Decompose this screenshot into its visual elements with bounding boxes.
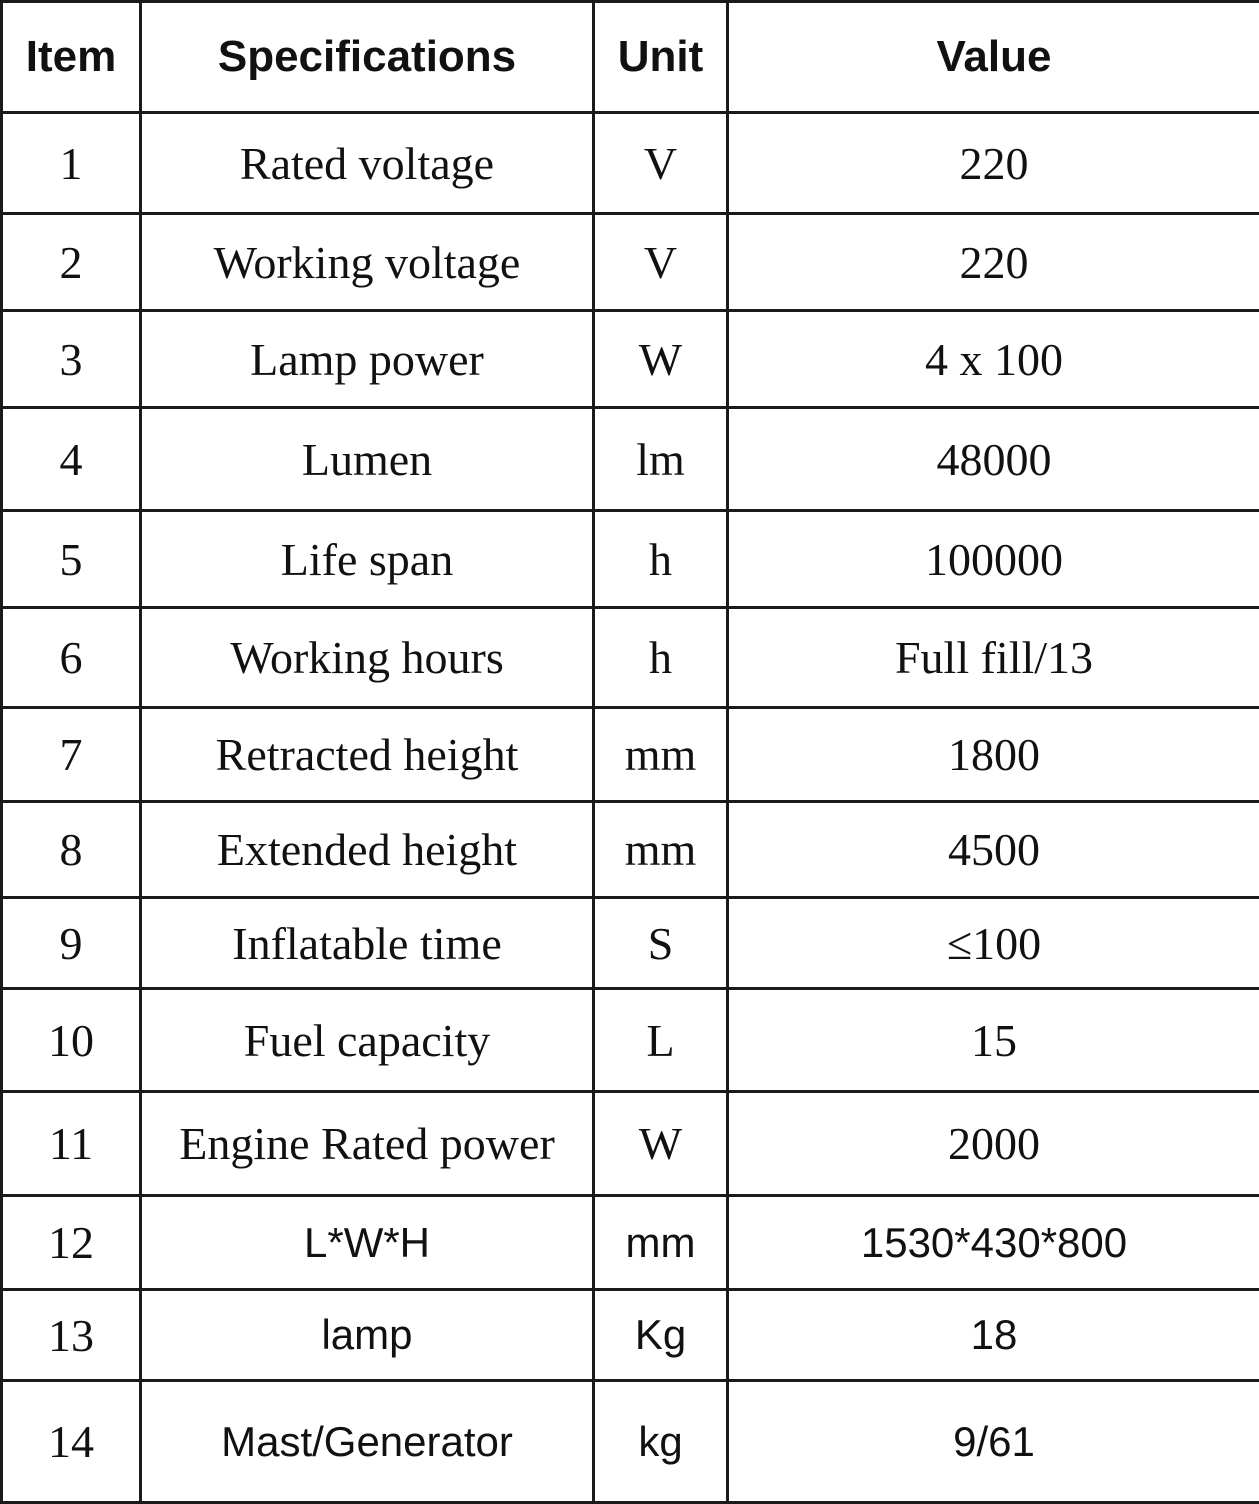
table-row (2, 1092, 1259, 1196)
table-row (2, 1381, 1259, 1503)
value-cell: 220 (728, 214, 1259, 311)
unit-cell: V (594, 113, 728, 214)
spec-cell: Lumen (141, 408, 594, 511)
header-unit: Unit (594, 2, 728, 113)
value-cell: 4500 (728, 802, 1259, 898)
unit-cell: h (594, 511, 728, 608)
unit-cell: lm (594, 408, 728, 511)
unit-cell: mm (594, 1196, 728, 1290)
table-row (2, 898, 1259, 989)
unit-cell: L (594, 989, 728, 1092)
item-cell: 9 (2, 898, 141, 989)
spec-cell: Engine Rated power (141, 1092, 594, 1196)
value-cell: 1800 (728, 708, 1259, 802)
table-row (2, 1290, 1259, 1381)
spec-cell: Retracted height (141, 708, 594, 802)
unit-cell: kg (594, 1381, 728, 1503)
item-cell: 2 (2, 214, 141, 311)
item-cell: 13 (2, 1290, 141, 1381)
item-cell: 10 (2, 989, 141, 1092)
table-row (2, 608, 1259, 708)
table-row (2, 511, 1259, 608)
spec-cell: Inflatable time (141, 898, 594, 989)
item-cell: 4 (2, 408, 141, 511)
unit-cell: W (594, 1092, 728, 1196)
item-cell: 1 (2, 113, 141, 214)
unit-cell: S (594, 898, 728, 989)
value-cell: 18 (728, 1290, 1259, 1381)
spec-cell: Fuel capacity (141, 989, 594, 1092)
spec-cell: Life span (141, 511, 594, 608)
value-cell: 2000 (728, 1092, 1259, 1196)
item-cell: 14 (2, 1381, 141, 1503)
value-cell: Full fill/13 (728, 608, 1259, 708)
unit-cell: W (594, 311, 728, 408)
item-cell: 8 (2, 802, 141, 898)
table-row (2, 708, 1259, 802)
spec-cell: L*W*H (141, 1196, 594, 1290)
table-row (2, 311, 1259, 408)
header-row (2, 2, 1259, 113)
value-cell: 15 (728, 989, 1259, 1092)
value-cell: 1530*430*800 (728, 1196, 1259, 1290)
table-row (2, 113, 1259, 214)
item-cell: 5 (2, 511, 141, 608)
spec-cell: Mast/Generator (141, 1381, 594, 1503)
table-row (2, 1196, 1259, 1290)
item-cell: 12 (2, 1196, 141, 1290)
value-cell: 4 x 100 (728, 311, 1259, 408)
header-specifications: Specifications (141, 2, 594, 113)
item-cell: 7 (2, 708, 141, 802)
item-cell: 6 (2, 608, 141, 708)
unit-cell: mm (594, 708, 728, 802)
spec-cell: lamp (141, 1290, 594, 1381)
item-cell: 3 (2, 311, 141, 408)
table-row (2, 989, 1259, 1092)
value-cell: 220 (728, 113, 1259, 214)
unit-cell: mm (594, 802, 728, 898)
table-row (2, 802, 1259, 898)
spec-cell: Rated voltage (141, 113, 594, 214)
spec-cell: Lamp power (141, 311, 594, 408)
item-cell: 11 (2, 1092, 141, 1196)
unit-cell: Kg (594, 1290, 728, 1381)
header-value: Value (728, 2, 1259, 113)
spec-cell: Working hours (141, 608, 594, 708)
unit-cell: h (594, 608, 728, 708)
table-row (2, 408, 1259, 511)
value-cell: ≤100 (728, 898, 1259, 989)
spec-cell: Working voltage (141, 214, 594, 311)
value-cell: 100000 (728, 511, 1259, 608)
unit-cell: V (594, 214, 728, 311)
table-row (2, 214, 1259, 311)
spec-cell: Extended height (141, 802, 594, 898)
value-cell: 48000 (728, 408, 1259, 511)
value-cell: 9/61 (728, 1381, 1259, 1503)
header-item: Item (2, 2, 141, 113)
